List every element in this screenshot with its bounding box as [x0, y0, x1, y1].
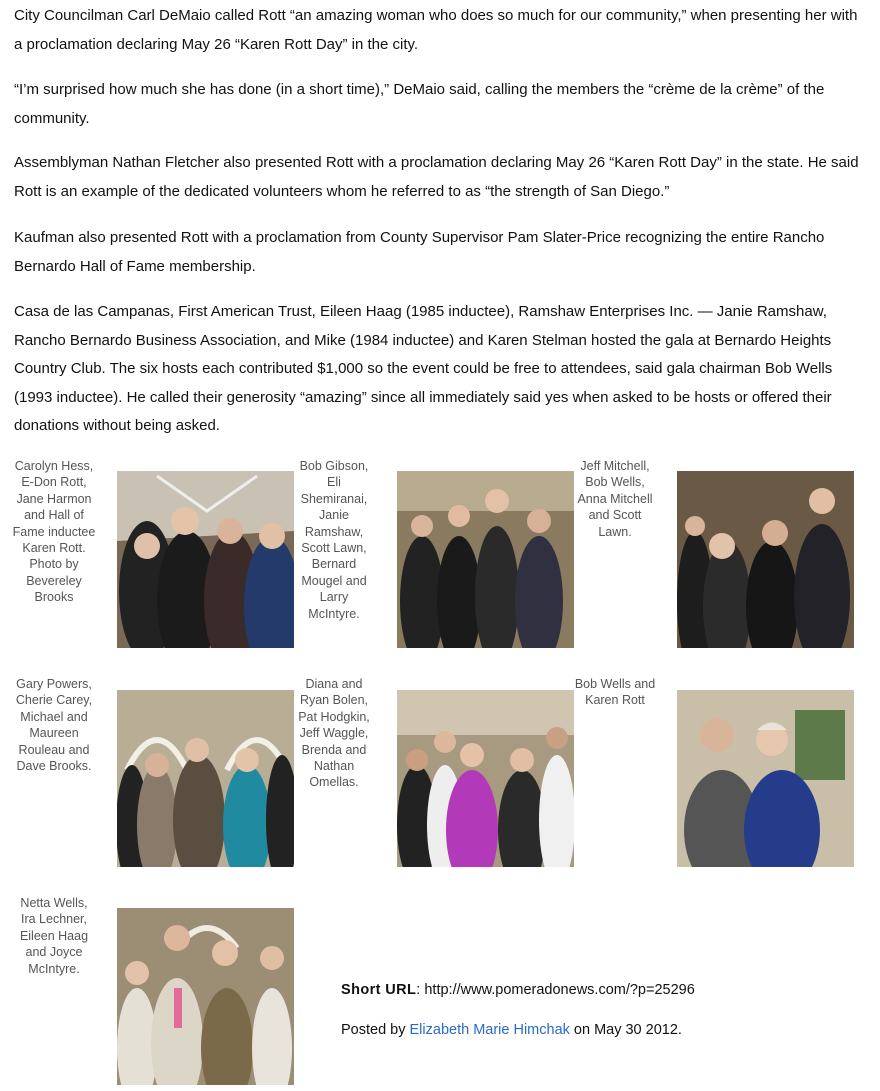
posted-by-prefix: Posted by [341, 1022, 410, 1038]
photo-caption: Gary Powers, Cherie Carey, Michael and Maureen Rouleau and Dave Brooks. [15, 677, 93, 774]
gallery-photo[interactable] [397, 690, 574, 867]
short-url-line [341, 982, 695, 998]
article-paragraph-5: Casa de las Campanas, First American Trust, Eileen Haag (1985 inductee), Ramshaw Enterprises Inc. — Janie Ramshaw, Rancho Bernardo Business Association, and Mike (1984 inductee) and Karen Stelman hosted the gala at Bernardo Heights Country Club. The six hosts each contributed $1,000 so the event could be free to attendees, said gala chairman Bob Wells (1993 inductee). He called their generosity “amazing” since all immediately said yes when asked to be hosts or offered their donations without being asked. [14, 303, 833, 434]
photo-caption: Jeff Mitchell, Bob Wells, Anna Mitchell and Scott Lawn. [577, 459, 653, 539]
gallery-photo[interactable] [397, 471, 574, 648]
photo-caption: Netta Wells, Ira Lechner, Eileen Haag and Joyce McIntyre. [19, 896, 89, 976]
gallery-photo[interactable] [677, 690, 854, 867]
gallery-photo[interactable] [117, 908, 294, 1085]
photo-caption: Diana and Ryan Bolen, Pat Hodgkin, Jeff Waggle, Brenda and Nathan Omellas. [298, 677, 370, 790]
article-paragraph-2: “I’m surprised how much she has done (in a short time),” DeMaio said, calling the members the “crème de la crème” of the community. [14, 81, 825, 127]
article-paragraph-4: Kaufman also presented Rott with a proclamation from County Supervisor Pam Slater-Price recognizing the entire Rancho Bernardo Hall of Fame membership. [14, 229, 825, 275]
photo-caption: Carolyn Hess, E-Don Rott, Jane Harmon and Hall of Fame inductee Karen Rott. Photo by Bevereley Brooks [12, 459, 96, 605]
article-paragraph-3: Assemblyman Nathan Fletcher also presented Rott with a proclamation declaring May 26 “Karen Rott Day” in the state. He said Rott is an example of the dedicated volunteers whom he referred to as “the strength of San Diego.” [14, 154, 859, 200]
author-link[interactable]: Elizabeth Marie Himchak [409, 1022, 570, 1038]
gallery-photo[interactable] [117, 690, 294, 867]
gallery-photo[interactable] [677, 471, 854, 648]
photo-caption: Bob Gibson, Eli Shemiranai, Janie Ramshaw, Scott Lawn, Bernard Mougel and Larry McIntyre. [299, 459, 369, 621]
posted-date: on May 30 2012. [569, 1022, 682, 1038]
photo-caption: Bob Wells and Karen Rott [574, 677, 656, 708]
short-url-label: Short URL [341, 982, 417, 998]
article-paragraph-1: City Councilman Carl DeMaio called Rott “an amazing woman who does so much for our community,” when presenting her with a proclamation declaring May 26 “Karen Rott Day” in the city. [14, 7, 858, 53]
short-url-value[interactable]: : http://www.pomeradonews.com/?p=25296 [416, 982, 695, 998]
gallery-photo[interactable] [117, 471, 294, 648]
posted-by-line [341, 1022, 682, 1038]
